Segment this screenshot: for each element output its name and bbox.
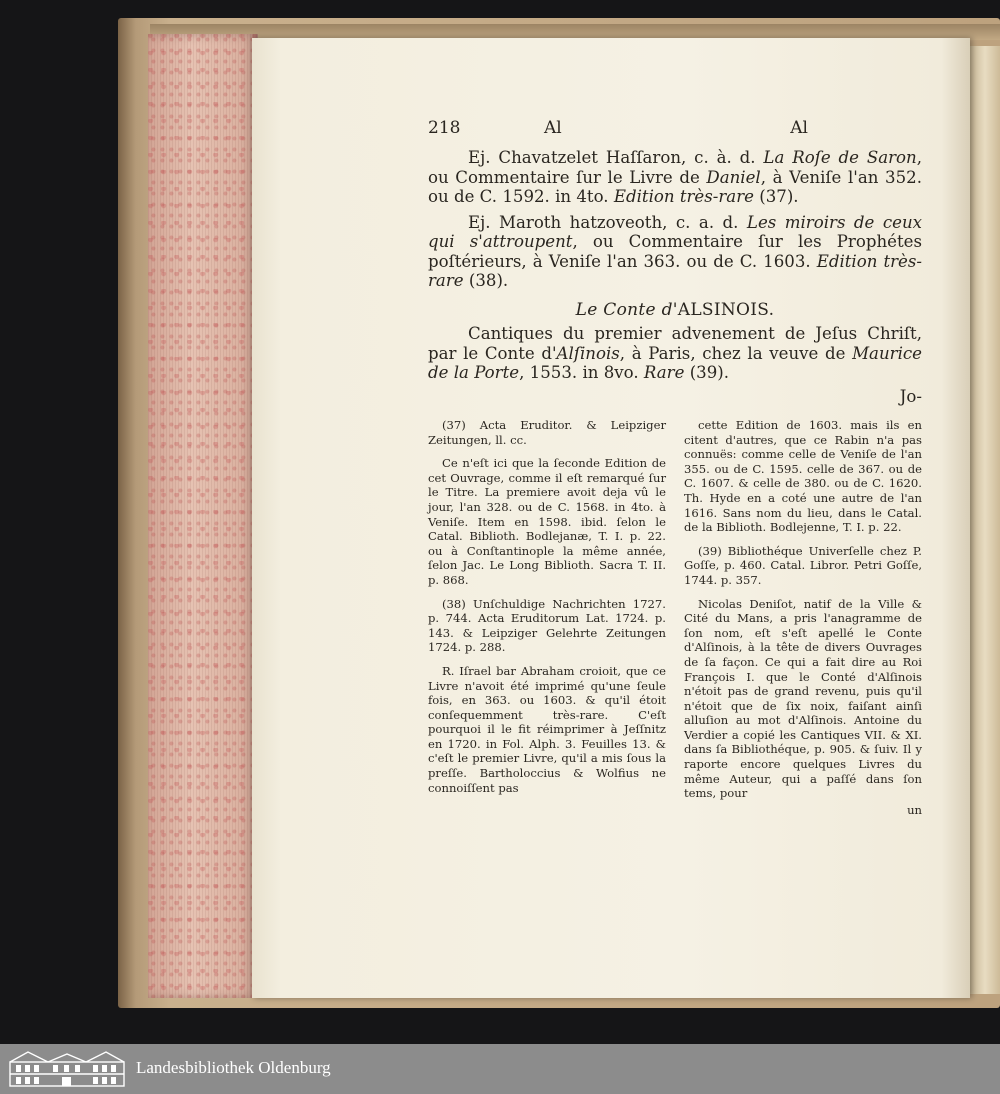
footnote: (39) Bibliothéque Univerſelle chez P. Goſſe, p. 460. Catal. Libror. Petri Goſſe, 1744. p. 357. [684, 543, 922, 587]
footnote: R. Iſrael bar Abraham croioit, que ce Livre n'avoit été imprimé qu'une ſeule fois, en 363. ou 1603. & qu'il étoit conſequemment très-rare. C'eſt pourquoi il le fit réimprimer à Jeſſnitz en 1720. in Fol. Alph. 3. Feuilles 13. & c'eſt le premier Livre, qu'il a mis ſous la preſſe. Bartholoccius & Wolfius ne connoiſſent pas [428, 663, 666, 795]
catchword-notes: un [907, 802, 922, 817]
footnotes-left-column [428, 418, 666, 817]
footnotes-right-column [684, 418, 922, 817]
footnote: Nicolas Deniſot, natif de la Ville & Cité du Mans, a pris l'anagramme de ſon nom, eſt s'eſt apellé le Conte d'Alſinois, à la tête de divers Ouvrages de ſa façon. Ce qui a fait dire au Roi François I. que le Conté d'Alſinois n'étoit pas de grand revenu, puis qu'il n'étoit que de ſix noix, faiſant ainſi alluſion au mot d'Alſinois. Antoine du Verdier a copié les Cantiques VII. & XI. dans ſa Bibliothéque, p. 905. & ſuiv. Il y raporte encore quelques Livres du même Auteur, qui a paſſé dans ſon tems, pour [684, 596, 922, 801]
library-name: Landesbibliothek Oldenburg [136, 1058, 331, 1077]
page-number: 218 [428, 118, 461, 138]
running-head [428, 118, 922, 144]
footnote: Ce n'eſt ici que la ſeconde Edition de cet Ouvrage, comme il eſt remarqué ſur le Titre. La premiere avoit deja vû le jour, l'an 328. ou de C. 1568. in 4to. à Veniſe. Item en 1598. ibid. ſelon le Catal. Biblioth. Bodlejanæ, T. I. p. 22. ou à Conſtantinople la même année, ſelon Jac. Le Long Biblioth. Sacra T. II. p. 868. [428, 456, 666, 587]
entry-paragraph: Ej. Maroth hatzoveoth, c. a. d. Les miroirs de ceux qui s'attroupent, ou Commentaire ſur les Prophétes poſtérieurs, à Veniſe l'an 363. ou de C. 1603. Edition très-rare (38). [428, 212, 922, 290]
footer-bar [0, 1044, 1000, 1094]
footnote: cette Edition de 1603. mais ils en citent d'autres, que ce Rabin n'a pas connuës: comme celle de Veniſe de l'an 355. ou de C. 1595. celle de 367. ou de C. 1607. & celle de 380. ou de C. 1620. Th. Hyde en a coté une autre de l'an 1616. Sans nom du lieu, dans le Catal. de la Biblioth. Bodlejenne, T. I. p. 22. [684, 418, 922, 535]
facing-page-edge [970, 46, 1000, 994]
main-text [428, 148, 922, 406]
catchword-main: Jo- [899, 386, 922, 406]
page-text [428, 118, 922, 817]
footnote: (37) Acta Eruditor. & Leipziger Zeitungen, ll. cc. [428, 418, 666, 447]
library-building-logo-icon [8, 1050, 126, 1088]
footnotes [428, 418, 922, 817]
entry-paragraph: Cantiques du premier advenement de Jeſus Chriſt, par le Conte d'Alſinois, à Paris, chez la veuve de Maurice de la Porte, 1553. in 8vo. Rare (39). [428, 324, 922, 382]
section-heading: Le Conte d'ALSINOIS. [575, 299, 775, 320]
sprinkled-page-edges [148, 34, 258, 998]
running-head-right: Al [790, 118, 808, 138]
running-head-left: Al [544, 118, 562, 138]
footnote: (38) Unſchuldige Nachrichten 1727. p. 744. Acta Eruditorum Lat. 1724. p. 143. & Leipziger Gelehrte Zeitungen 1724. p. 288. [428, 596, 666, 655]
entry-paragraph: Ej. Chavatzelet Haſſaron, c. à. d. La Roſe de Saron, ou Commentaire ſur le Livre de Daniel, à Veniſe l'an 352. ou de C. 1592. in 4to. Edition très-rare (37). [428, 148, 923, 206]
